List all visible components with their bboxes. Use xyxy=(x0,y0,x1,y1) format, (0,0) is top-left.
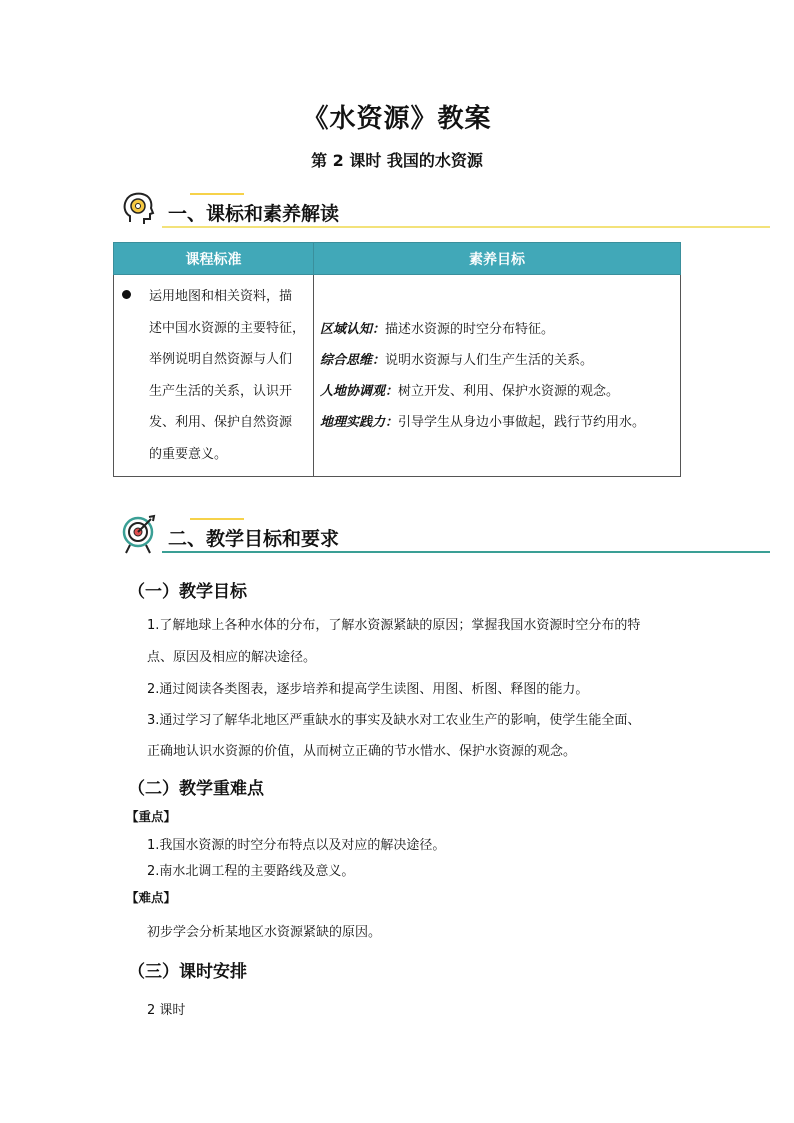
goal-label: 综合思维： xyxy=(320,352,386,368)
goal-label: 人地协调观： xyxy=(320,383,399,399)
table-header-standard: 课程标准 xyxy=(114,243,314,275)
key-point-line: 2.南水北调工程的主要路线及意义。 xyxy=(147,864,355,879)
difficult-point-text: 初步学会分析某地区水资源紧缺的原因。 xyxy=(147,925,382,940)
goal-item xyxy=(314,376,680,407)
section-heading-objectives: 二、教学目标和要求 xyxy=(168,528,340,550)
objective-line: 2.通过阅读各类图表，逐步培养和提高学生读图、用图、析图、释图的能力。 xyxy=(147,682,589,697)
schedule-text: 2 课时 xyxy=(147,1003,186,1018)
goal-item xyxy=(314,345,680,376)
goal-text: 树立开发、利用、保护水资源的观念。 xyxy=(398,383,620,399)
standards-table xyxy=(113,242,681,477)
objective-line: 正确地认识水资源的价值，从而树立正确的节水惜水、保护水资源的观念。 xyxy=(147,744,577,759)
heading-accent xyxy=(190,518,244,520)
standard-line: 述中国水资源的主要特征， xyxy=(149,320,306,336)
key-point-line: 1.我国水资源的时空分布特点以及对应的解决途径。 xyxy=(147,838,446,853)
subheading-key-points: （二）教学重难点 xyxy=(128,779,264,799)
section-heading-standards: 一、课标和素养解读 xyxy=(168,203,340,225)
goal-text: 说明水资源与人们生产生活的关系。 xyxy=(385,352,594,368)
key-points-tag: 【重点】 xyxy=(126,809,177,824)
goal-text: 描述水资源的时空分布特征。 xyxy=(385,321,555,337)
goal-item xyxy=(314,314,680,345)
subheading-objectives: （一）教学目标 xyxy=(128,582,247,602)
heading-underline xyxy=(162,226,770,228)
goals-cell xyxy=(314,275,681,477)
goal-label: 地理实践力： xyxy=(320,414,399,430)
goal-item xyxy=(314,407,680,438)
table-header-goals: 素养目标 xyxy=(314,243,681,275)
standard-line: 运用地图和相关资料，描 xyxy=(149,289,293,304)
subheading-schedule: （三）课时安排 xyxy=(128,962,247,982)
bullet-icon xyxy=(122,290,131,299)
heading-underline xyxy=(162,551,770,553)
document-subtitle: 第 2 课时 我国的水资源 xyxy=(311,151,483,170)
standard-line: 举例说明自然资源与人们 xyxy=(149,352,293,367)
goal-text: 引导学生从身边小事做起，践行节约用水。 xyxy=(398,414,646,430)
standard-line: 发、利用、保护自然资源 xyxy=(149,415,293,430)
objective-line: 点、原因及相应的解决途径。 xyxy=(147,650,317,665)
objective-line: 3.通过学习了解华北地区严重缺水的事实及缺水对工农业生产的影响，使学生能全面、 xyxy=(147,713,641,728)
head-gear-icon xyxy=(118,188,160,230)
standard-cell xyxy=(114,275,314,477)
heading-accent xyxy=(190,193,244,195)
difficult-points-tag: 【难点】 xyxy=(126,890,177,905)
objective-line: 1.了解地球上各种水体的分布，了解水资源紧缺的原因；掌握我国水资源时空分布的特 xyxy=(147,618,641,633)
standard-line: 的重要意义。 xyxy=(149,446,228,462)
goal-label: 区域认知： xyxy=(320,321,386,337)
target-icon xyxy=(118,513,160,555)
standard-line: 生产生活的关系，认识开 xyxy=(149,383,293,399)
document-title: 《水资源》教案 xyxy=(302,104,492,134)
